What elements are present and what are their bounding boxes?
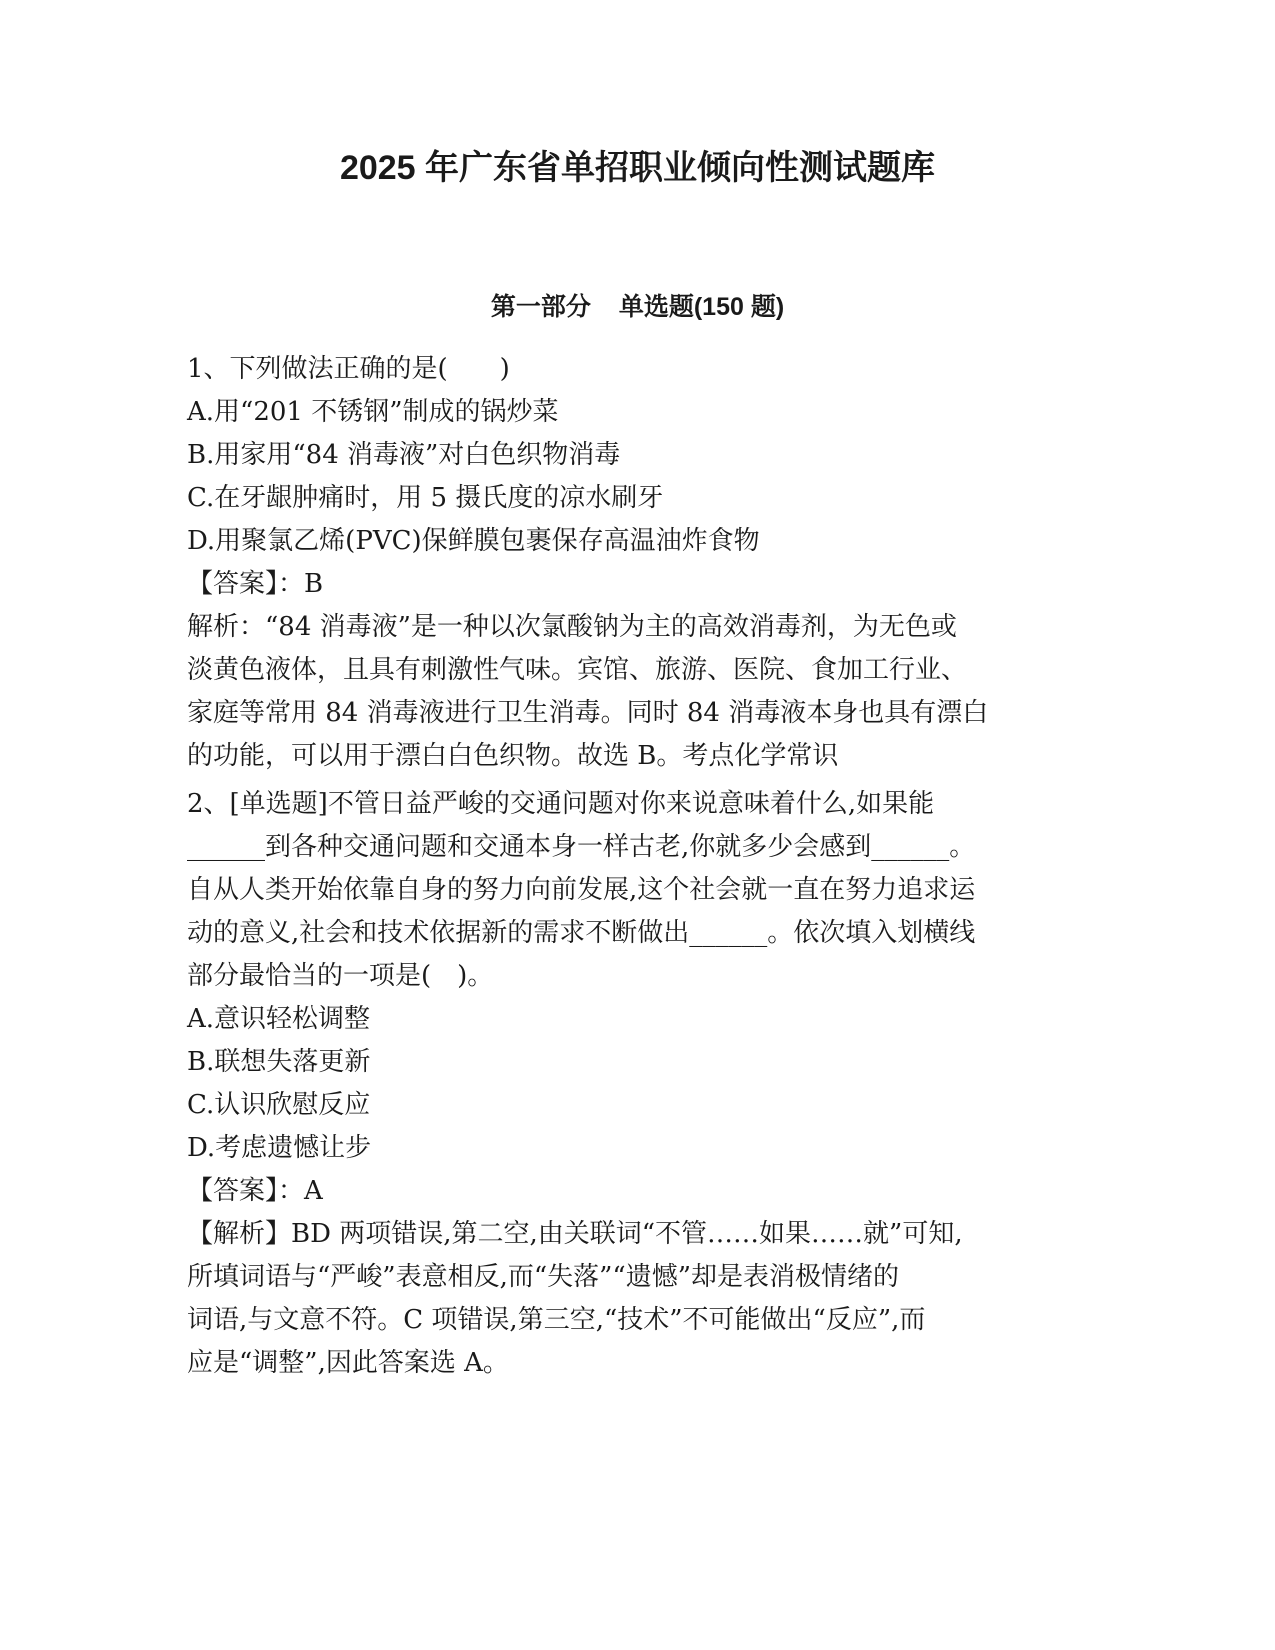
section-name: 单选题(150 题) <box>618 293 785 321</box>
question-2-option-c: C.认识欣慰反应 <box>187 1090 371 1120</box>
question-2-answer: 【答案】：A <box>187 1176 323 1206</box>
section-label: 第一部分 <box>490 293 591 321</box>
question-1-analysis-line: 家庭等常用 84 消毒液进行卫生消毒。同时 84 消毒液本身也具有漂白 <box>187 698 989 728</box>
question-2-option-d: D.考虑遗憾让步 <box>187 1133 372 1163</box>
question-1-option-d: D.用聚氯乙烯(PVC)保鲜膜包裹保存高温油炸食物 <box>187 526 760 556</box>
question-2-analysis-line: 【解析】BD 两项错误,第二空,由关联词“不管……如果……就”可知, <box>187 1219 963 1249</box>
question-2-stem-line: 部分最恰当的一项是( )。 <box>187 961 494 991</box>
question-2-option-b: B.联想失落更新 <box>187 1047 371 1077</box>
question-2-analysis-line: 词语,与文意不符。C 项错误,第三空,“技术”不可能做出“反应”,而 <box>187 1305 926 1335</box>
question-2-stem-line: 2、[单选题]不管日益严峻的交通问题对你来说意味着什么,如果能 <box>187 789 935 819</box>
question-1-analysis-line: 淡黄色液体，且具有刺激性气味。宾馆、旅游、医院、食加工行业、 <box>187 655 968 685</box>
question-2-stem-line: ______到各种交通问题和交通本身一样古老,你就多少会感到______。 <box>187 832 976 862</box>
question-1-analysis-line: 的功能，可以用于漂白白色织物。故选 B。考点化学常识 <box>187 741 839 771</box>
question-2-stem-line: 自从人类开始依靠自身的努力向前发展,这个社会就一直在努力追求运 <box>187 875 976 905</box>
question-2-analysis-line: 所填词语与“严峻”表意相反,而“失落”“遗憾”却是表消极情绪的 <box>187 1262 900 1292</box>
section-heading <box>0 290 1275 324</box>
question-1-stem: 1、下列做法正确的是( ) <box>187 354 510 384</box>
question-2-stem-line: 动的意义,社会和技术依据新的需求不断做出______。依次填入划横线 <box>187 918 976 948</box>
question-1-option-b: B.用家用“84 消毒液”对白色织物消毒 <box>187 440 621 470</box>
question-1-answer: 【答案】：B <box>187 569 324 599</box>
question-2-analysis-line: 应是“调整”,因此答案选 A。 <box>187 1348 509 1378</box>
question-2 <box>187 783 1087 1385</box>
question-2-option-a: A.意识轻松调整 <box>187 1004 371 1034</box>
question-1-option-a: A.用“201 不锈钢”制成的锅炒菜 <box>187 397 559 427</box>
question-1-option-c: C.在牙龈肿痛时，用 5 摄氏度的凉水刷牙 <box>187 483 664 513</box>
document-title: 2025 年广东省单招职业倾向性测试题库 <box>339 149 936 187</box>
question-1 <box>187 348 1087 778</box>
question-1-analysis-line: 解析：“84 消毒液”是一种以次氯酸钠为主的高效消毒剂，为无色或 <box>187 612 957 642</box>
